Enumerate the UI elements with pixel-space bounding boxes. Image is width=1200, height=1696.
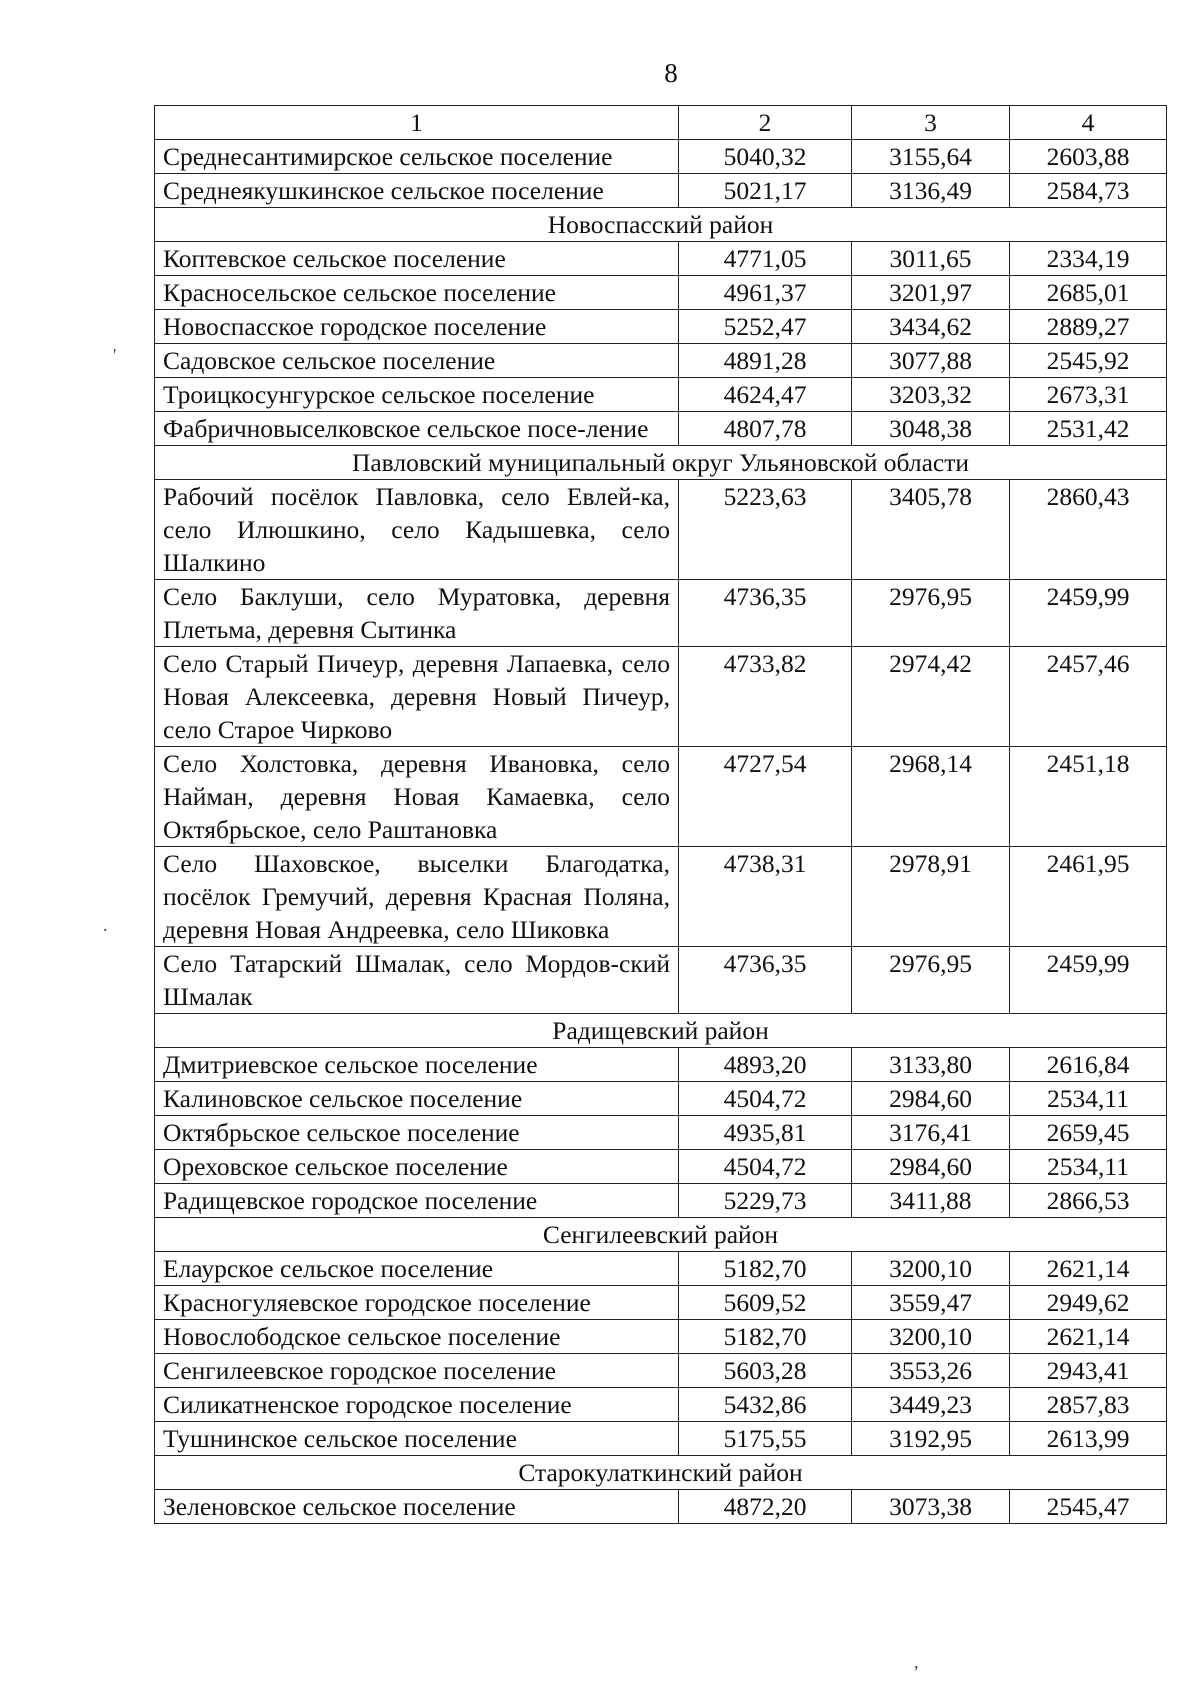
table-row [155, 1048, 1167, 1082]
value-col-3: 2976,95 [852, 580, 1010, 647]
value-col-2: 4771,05 [679, 242, 852, 276]
value-col-4: 2534,11 [1010, 1150, 1167, 1184]
table-row [155, 847, 1167, 947]
value-col-4: 2603,88 [1010, 140, 1167, 174]
value-col-2: 4736,35 [679, 947, 852, 1014]
table-row [155, 1354, 1167, 1388]
value-col-2: 4891,28 [679, 344, 852, 378]
value-col-3: 2978,91 [852, 847, 1010, 947]
value-col-2: 4504,72 [679, 1082, 852, 1116]
table-row [155, 344, 1167, 378]
page-number: 8 [664, 58, 678, 88]
value-col-2: 4727,54 [679, 747, 852, 847]
value-col-2: 5603,28 [679, 1354, 852, 1388]
value-col-4: 2457,46 [1010, 647, 1167, 747]
value-col-4: 2451,18 [1010, 747, 1167, 847]
value-col-2: 5223,63 [679, 480, 852, 580]
value-col-3: 3176,41 [852, 1116, 1010, 1150]
table-row [155, 1082, 1167, 1116]
value-col-2: 5229,73 [679, 1184, 852, 1218]
value-col-4: 2613,99 [1010, 1422, 1167, 1456]
value-col-3: 3136,49 [852, 174, 1010, 208]
settlement-name: Село Шаховское, выселки Благодатка, посёлок Гремучий, деревня Красная Поляна, деревня Новая Андреевка, село Шиковка [155, 847, 679, 947]
value-col-4: 2673,31 [1010, 378, 1167, 412]
value-col-2: 4624,47 [679, 378, 852, 412]
value-col-3: 3553,26 [852, 1354, 1010, 1388]
settlement-name: Красносельское сельское поселение [155, 276, 679, 310]
settlement-name: Ореховское сельское поселение [155, 1150, 679, 1184]
table-row [155, 580, 1167, 647]
settlement-name: Село Татарский Шмалак, село Мордов-ский Шмалак [155, 947, 679, 1014]
table-row [155, 276, 1167, 310]
value-col-4: 2334,19 [1010, 242, 1167, 276]
value-col-3: 3559,47 [852, 1286, 1010, 1320]
value-col-3: 3077,88 [852, 344, 1010, 378]
value-col-2: 5252,47 [679, 310, 852, 344]
value-col-4: 2659,45 [1010, 1116, 1167, 1150]
section-title: Радищевский район [155, 1014, 1167, 1048]
table-row [155, 1252, 1167, 1286]
table-row [155, 1490, 1167, 1524]
settlement-name: Тушнинское сельское поселение [155, 1422, 679, 1456]
value-col-2: 4872,20 [679, 1490, 852, 1524]
settlement-name: Красногуляевское городское поселение [155, 1286, 679, 1320]
value-col-2: 4807,78 [679, 412, 852, 446]
value-col-3: 3048,38 [852, 412, 1010, 446]
section-row [155, 208, 1167, 242]
value-col-4: 2685,01 [1010, 276, 1167, 310]
section-row [155, 1456, 1167, 1490]
section-row [155, 1218, 1167, 1252]
value-col-2: 5432,86 [679, 1388, 852, 1422]
settlement-name: Село Баклуши, село Муратовка, деревня Плетьма, деревня Сытинка [155, 580, 679, 647]
settlement-name: Коптевское сельское поселение [155, 242, 679, 276]
value-col-4: 2584,73 [1010, 174, 1167, 208]
settlement-name: Силикатненское городское поселение [155, 1388, 679, 1422]
value-col-2: 4935,81 [679, 1116, 852, 1150]
table-row [155, 1116, 1167, 1150]
value-col-2: 5609,52 [679, 1286, 852, 1320]
value-col-3: 3434,62 [852, 310, 1010, 344]
value-col-3: 3203,32 [852, 378, 1010, 412]
value-col-2: 5040,32 [679, 140, 852, 174]
tariff-table [154, 105, 1167, 1524]
value-col-3: 3405,78 [852, 480, 1010, 580]
settlement-name: Среднесантимирское сельское поселение [155, 140, 679, 174]
value-col-3: 2984,60 [852, 1082, 1010, 1116]
settlement-name: Фабричновыселковское сельское посе-ление [155, 412, 679, 446]
value-col-4: 2857,83 [1010, 1388, 1167, 1422]
settlement-name: Дмитриевское сельское поселение [155, 1048, 679, 1082]
table-row [155, 1150, 1167, 1184]
table-row [155, 747, 1167, 847]
header-cell-1: 1 [155, 106, 679, 140]
settlement-name: Сенгилеевское городское поселение [155, 1354, 679, 1388]
table-row [155, 1286, 1167, 1320]
value-col-4: 2943,41 [1010, 1354, 1167, 1388]
value-col-2: 4504,72 [679, 1150, 852, 1184]
settlement-name: Среднеякушкинское сельское поселение [155, 174, 679, 208]
value-col-3: 3011,65 [852, 242, 1010, 276]
scan-speck: . [103, 915, 108, 935]
header-cell-3: 3 [852, 106, 1010, 140]
value-col-4: 2866,53 [1010, 1184, 1167, 1218]
value-col-3: 3133,80 [852, 1048, 1010, 1082]
table-row [155, 412, 1167, 446]
value-col-2: 4738,31 [679, 847, 852, 947]
value-col-4: 2621,14 [1010, 1320, 1167, 1354]
value-col-3: 3200,10 [852, 1320, 1010, 1354]
value-col-2: 5021,17 [679, 174, 852, 208]
value-col-4: 2461,95 [1010, 847, 1167, 947]
table-row [155, 947, 1167, 1014]
table-row [155, 174, 1167, 208]
scan-speck: ' [113, 345, 117, 365]
settlement-name: Зеленовское сельское поселение [155, 1490, 679, 1524]
settlement-name: Троицкосунгурское сельское поселение [155, 378, 679, 412]
header-cell-2: 2 [679, 106, 852, 140]
value-col-2: 4893,20 [679, 1048, 852, 1082]
table-row [155, 378, 1167, 412]
settlement-name: Калиновское сельское поселение [155, 1082, 679, 1116]
value-col-3: 3449,23 [852, 1388, 1010, 1422]
section-title: Сенгилеевский район [155, 1218, 1167, 1252]
value-col-4: 2860,43 [1010, 480, 1167, 580]
value-col-3: 2974,42 [852, 647, 1010, 747]
value-col-2: 4733,82 [679, 647, 852, 747]
value-col-4: 2545,47 [1010, 1490, 1167, 1524]
value-col-3: 3200,10 [852, 1252, 1010, 1286]
value-col-2: 4736,35 [679, 580, 852, 647]
settlement-name: Новоспасское городское поселение [155, 310, 679, 344]
value-col-3: 3073,38 [852, 1490, 1010, 1524]
table-row [155, 1320, 1167, 1354]
value-col-2: 5182,70 [679, 1320, 852, 1354]
table-row [155, 242, 1167, 276]
value-col-3: 3201,97 [852, 276, 1010, 310]
table-row [155, 647, 1167, 747]
scan-speck: , [914, 1652, 919, 1672]
settlement-name: Радищевское городское поселение [155, 1184, 679, 1218]
value-col-3: 3155,64 [852, 140, 1010, 174]
value-col-4: 2531,42 [1010, 412, 1167, 446]
settlement-name: Село Холстовка, деревня Ивановка, село Найман, деревня Новая Камаевка, село Октябрьское, село Раштановка [155, 747, 679, 847]
value-col-2: 5182,70 [679, 1252, 852, 1286]
section-row [155, 446, 1167, 480]
settlement-name: Елаурское сельское поселение [155, 1252, 679, 1286]
table-row [155, 1184, 1167, 1218]
value-col-4: 2949,62 [1010, 1286, 1167, 1320]
value-col-4: 2621,14 [1010, 1252, 1167, 1286]
settlement-name: Октябрьское сельское поселение [155, 1116, 679, 1150]
section-title: Старокулаткинский район [155, 1456, 1167, 1490]
table-row [155, 1388, 1167, 1422]
value-col-4: 2616,84 [1010, 1048, 1167, 1082]
header-row [155, 106, 1167, 140]
table-row [155, 1422, 1167, 1456]
value-col-2: 4961,37 [679, 276, 852, 310]
value-col-4: 2534,11 [1010, 1082, 1167, 1116]
value-col-3: 3192,95 [852, 1422, 1010, 1456]
value-col-3: 3411,88 [852, 1184, 1010, 1218]
settlement-name: Село Старый Пичеур, деревня Лапаевка, село Новая Алексеевка, деревня Новый Пичеур, село Старое Чирково [155, 647, 679, 747]
settlement-name: Новослободское сельское поселение [155, 1320, 679, 1354]
settlement-name: Рабочий посёлок Павловка, село Евлей-ка, село Илюшкино, село Кадышевка, село Шалкино [155, 480, 679, 580]
table-row [155, 480, 1167, 580]
value-col-4: 2459,99 [1010, 947, 1167, 1014]
table-row [155, 140, 1167, 174]
value-col-4: 2459,99 [1010, 580, 1167, 647]
value-col-4: 2545,92 [1010, 344, 1167, 378]
section-row [155, 1014, 1167, 1048]
table-body [155, 106, 1167, 1524]
table-row [155, 310, 1167, 344]
header-cell-4: 4 [1010, 106, 1167, 140]
value-col-3: 2976,95 [852, 947, 1010, 1014]
section-title: Павловский муниципальный округ Ульяновской области [155, 446, 1167, 480]
value-col-3: 2968,14 [852, 747, 1010, 847]
settlement-name: Садовское сельское поселение [155, 344, 679, 378]
value-col-4: 2889,27 [1010, 310, 1167, 344]
value-col-3: 2984,60 [852, 1150, 1010, 1184]
value-col-2: 5175,55 [679, 1422, 852, 1456]
section-title: Новоспасский район [155, 208, 1167, 242]
